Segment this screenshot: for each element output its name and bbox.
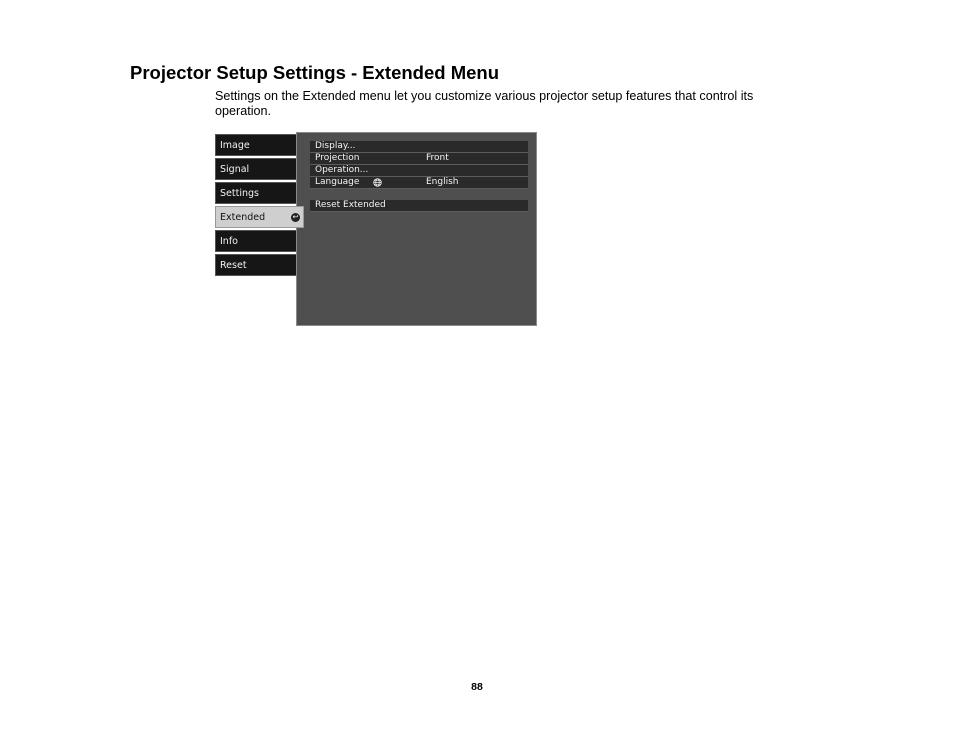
menu-tab-info[interactable]: Info [215,230,296,252]
menu-item-label: Reset Extended [315,200,386,210]
menu-item-label: Operation... [315,165,369,175]
menu-item-operation[interactable] [310,165,528,177]
globe-icon [373,178,382,187]
menu-tab-extended-label: Extended [220,212,266,223]
menu-item-reset-extended[interactable] [310,200,528,212]
intro-paragraph: Settings on the Extended menu let you customize various projector setup features that control its operation. [215,89,754,118]
page-number: 88 [471,681,483,693]
menu-tab-extended[interactable] [215,206,304,228]
menu-item-label: Projection [315,153,360,163]
menu-item-value: Front [426,153,449,163]
menu-tab-signal[interactable]: Signal [215,158,296,180]
menu-item-label: Display... [315,141,356,151]
menu-item-projection[interactable] [310,153,528,165]
menu-tab-reset[interactable]: Reset [215,254,296,276]
menu-item-value: English [426,177,459,187]
enter-icon: ↩ [292,213,299,221]
extended-menu-screenshot [214,132,538,327]
menu-tab-image[interactable]: Image [215,134,296,156]
menu-tab-settings[interactable]: Settings [215,182,296,204]
menu-item-label: Language [315,177,360,187]
menu-item-language[interactable] [310,177,528,189]
menu-item-display[interactable] [310,141,528,153]
page-title: Projector Setup Settings - Extended Menu [130,62,500,83]
extended-settings-panel [296,132,537,326]
